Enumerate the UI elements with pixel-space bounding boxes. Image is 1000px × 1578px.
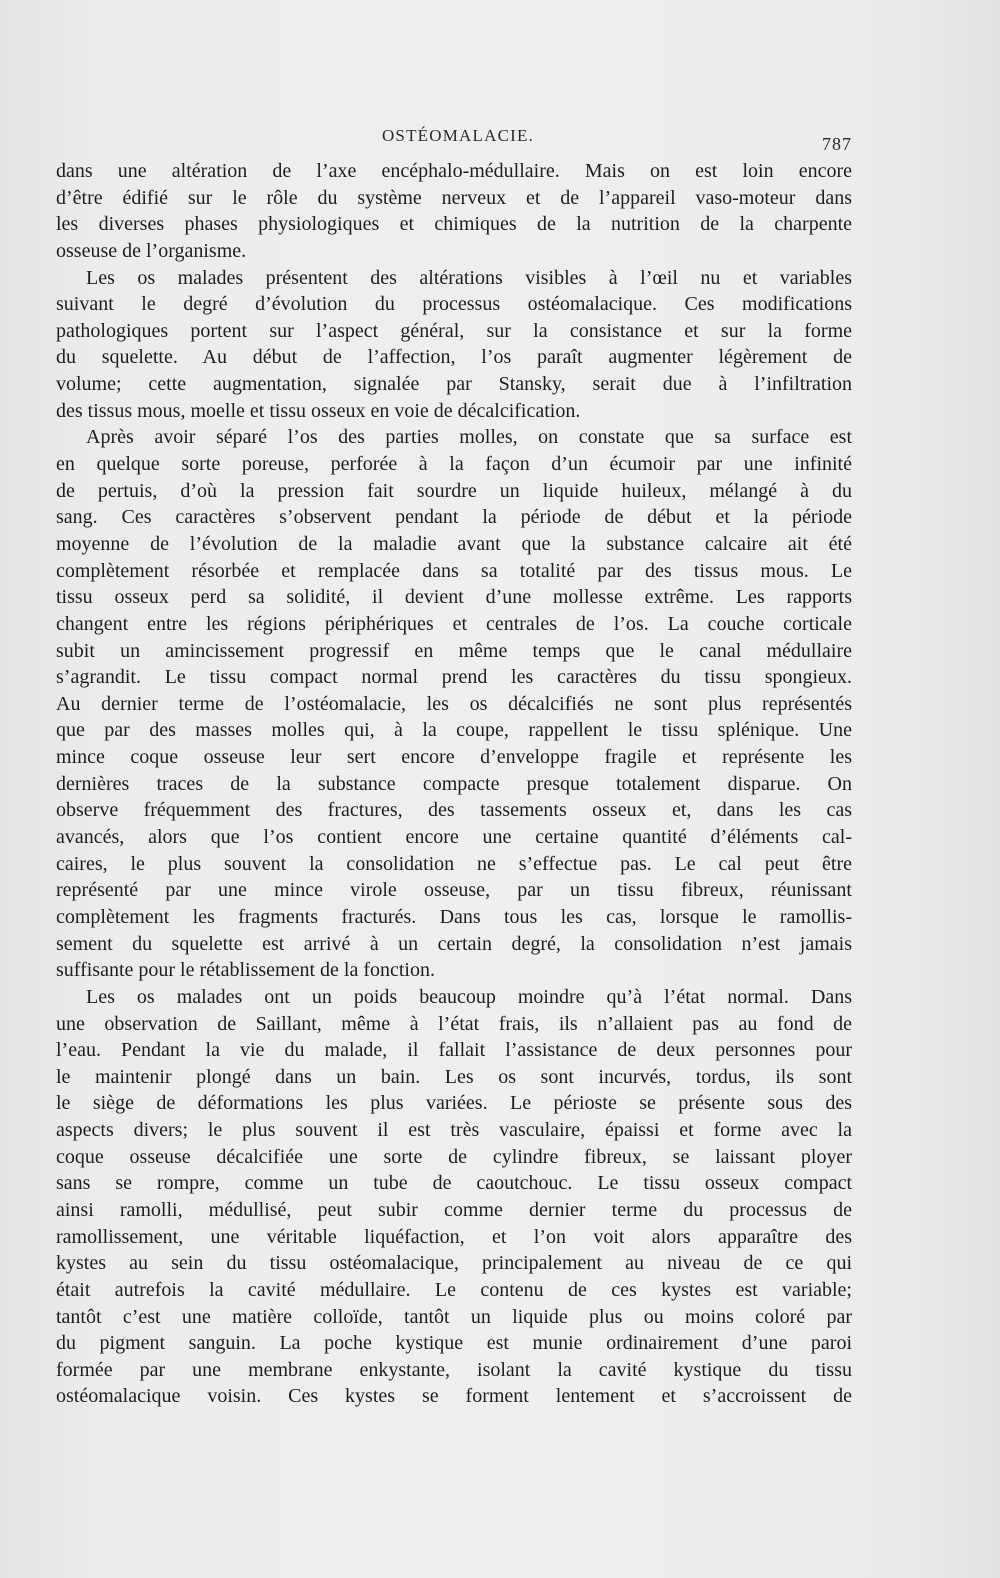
text-line: sang. Ces caractères s’observent pendant la période de début et la période (56, 506, 852, 529)
text-line: mince coque osseuse leur sert encore d’enveloppe fragile et représente les (56, 746, 852, 769)
text-line: ainsi ramolli, médullisé, peut subir comme dernier terme du processus de (56, 1198, 852, 1221)
text-line: s’agrandit. Le tissu compact normal prend les caractères du tissu spongieux. (56, 666, 852, 689)
text-line: kystes au sein du tissu ostéomalacique, principalement au niveau de ce qui (56, 1252, 852, 1275)
text-line: aspects divers; le plus souvent il est très vasculaire, épaissi et forme avec la (56, 1119, 852, 1142)
running-title: OSTÉOMALACIE. (381, 126, 535, 145)
text-line: observe fréquemment des fractures, des tassements osseux et, dans les cas (56, 799, 852, 822)
text-line: l’eau. Pendant la vie du malade, il fallait l’assistance de deux personnes pour (56, 1039, 852, 1062)
text-line: osseuse de l’organisme. (56, 239, 247, 262)
text-line: ostéomalacique voisin. Ces kystes se forment lentement et s’accroissent de (56, 1385, 852, 1408)
text-line: coque osseuse décalcifiée une sorte de cylindre fibreux, se laissant ployer (56, 1145, 852, 1168)
text-line: pathologiques portent sur l’aspect général, sur la consistance et sur la forme (56, 319, 852, 342)
text-line: avancés, alors que l’os contient encore une certaine quantité d’éléments cal- (56, 826, 852, 849)
text-line: Les os malades ont un poids beaucoup moindre qu’à l’état normal. Dans (86, 985, 852, 1008)
text-line: complètement résorbée et remplacée dans sa totalité par des tissus mous. Le (56, 559, 852, 582)
text-line: les diverses phases physiologiques et chimiques de la nutrition de la charpente (56, 213, 852, 236)
text-line: d’être édifié sur le rôle du système nerveux et de l’appareil vaso-moteur dans (56, 186, 852, 209)
text-line: ramollissement, une véritable liquéfaction, et l’on voit alors apparaître des (56, 1225, 852, 1248)
text-line: en quelque sorte poreuse, perforée à la façon d’un écumoir par une infinité (56, 453, 852, 476)
text-line: tantôt c’est une matière colloïde, tantôt un liquide plus ou moins coloré par (56, 1305, 852, 1328)
text-line: une observation de Saillant, même à l’état frais, ils n’allaient pas au fond de (56, 1012, 852, 1035)
text-line: caires, le plus souvent la consolidation ne s’effectue pas. Le cal peut être (56, 852, 852, 875)
text-line: tissu osseux perd sa solidité, il devient d’une mollesse extrême. Les rapports (56, 586, 852, 609)
text-line: subit un amincissement progressif en même temps que le canal médullaire (56, 639, 852, 662)
text-line: changent entre les régions périphériques et centrales de l’os. La couche corticale (56, 612, 852, 635)
text-line: de pertuis, d’où la pression fait sourdre un liquide huileux, mélangé à du (56, 479, 852, 502)
running-head (64, 126, 852, 156)
text-line: sans se rompre, comme un tube de caoutchouc. Le tissu osseux compact (56, 1172, 852, 1195)
text-line: que par des masses molles qui, à la coupe, rappellent le tissu splénique. Une (56, 719, 852, 742)
text-line: représenté par une mince virole osseuse, par un tissu fibreux, réunissant (56, 879, 852, 902)
text-line: sement du squelette est arrivé à un certain degré, la consolidation n’est jamais (56, 932, 852, 955)
page-number: 787 (822, 134, 852, 154)
text-line: le maintenir plongé dans un bain. Les os sont incurvés, tordus, ils sont (56, 1065, 852, 1088)
text-line: volume; cette augmentation, signalée par Stansky, serait due à l’infiltration (56, 373, 852, 396)
text-line: suivant le degré d’évolution du processus ostéomalacique. Ces modifications (56, 293, 852, 316)
text-line: Après avoir séparé l’os des parties molles, on constate que sa surface est (86, 426, 852, 449)
text-line: le siège de déformations les plus variées. Le périoste se présente sous des (56, 1092, 852, 1115)
text-line: Les os malades présentent des altérations visibles à l’œil nu et variables (86, 266, 852, 289)
text-line: des tissus mous, moelle et tissu osseux en voie de décalcification. (56, 399, 581, 422)
text-line: formée par une membrane enkystante, isolant la cavité kystique du tissu (56, 1358, 852, 1381)
text-line: Au dernier terme de l’ostéomalacie, les os décalcifiés ne sont plus représentés (56, 692, 852, 715)
text-line: suffisante pour le rétablissement de la fonction. (56, 959, 435, 982)
text-line: du pigment sanguin. La poche kystique est munie ordinairement d’une paroi (56, 1332, 852, 1355)
body-text (56, 158, 852, 1410)
text-line: dernières traces de la substance compacte presque totalement disparue. On (56, 772, 852, 795)
text-line: du squelette. Au début de l’affection, l’os paraît augmenter légèrement de (56, 346, 852, 369)
text-line: moyenne de l’évolution de la maladie avant que la substance calcaire ait été (56, 532, 852, 555)
text-line: complètement les fragments fracturés. Dans tous les cas, lorsque le ramollis- (56, 905, 852, 928)
text-line: dans une altération de l’axe encéphalo-médullaire. Mais on est loin encore (56, 160, 852, 182)
text-line: était autrefois la cavité médullaire. Le contenu de ces kystes est variable; (56, 1278, 852, 1301)
